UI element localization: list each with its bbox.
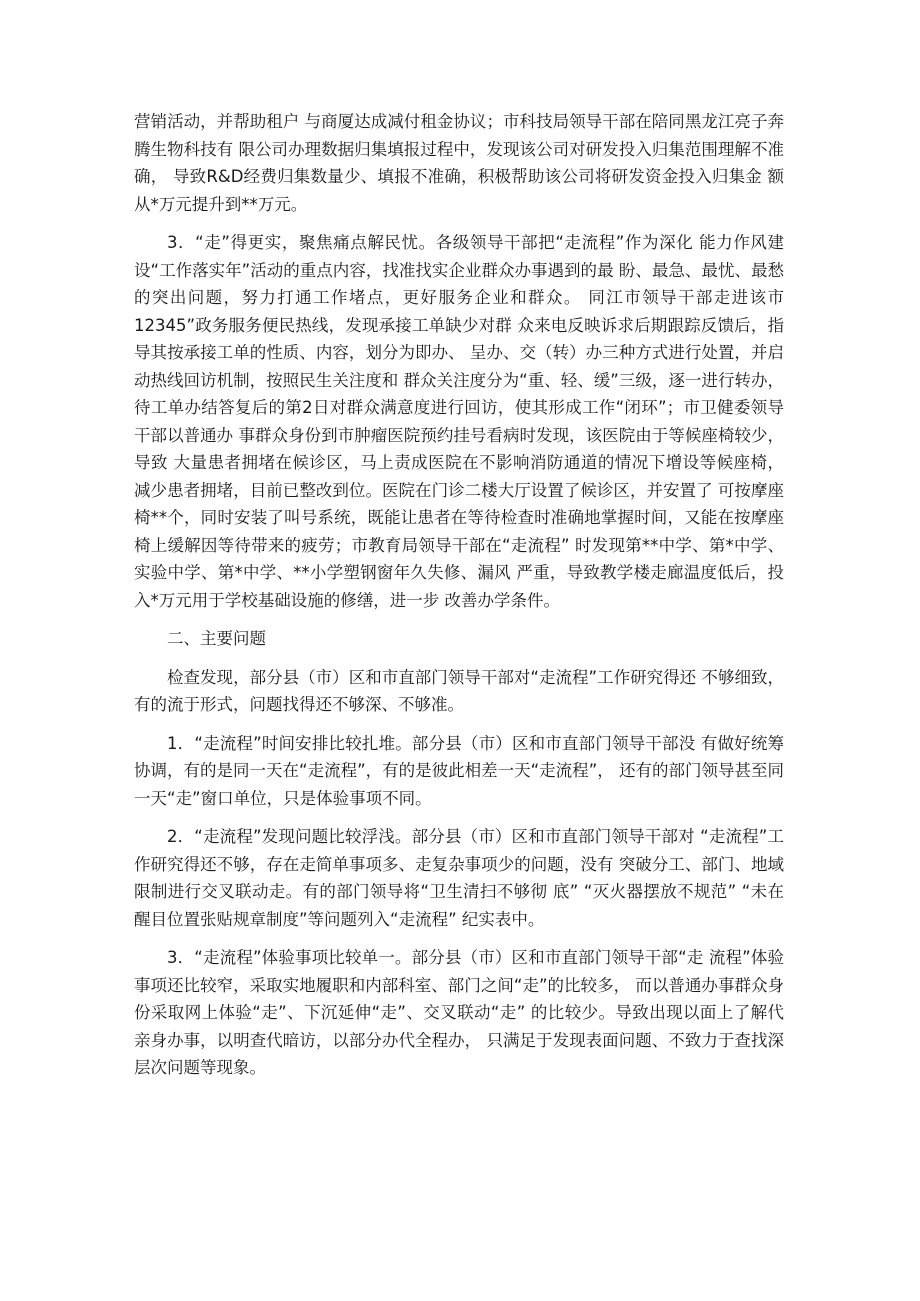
paragraph-point-3-walk-solid: 3．“走”得更实，聚焦痛点解民忧。各级领导干部把“走流程”作为深化 能力作风建设“工作落实年”活动的重点内容，找准找实企业群众办事遇到的最 盼、最急、最忧、最愁的突出问题，努力打通工作堵点，更好服务企业和群众。 同江市领导干部走进该市12345”政务服务便民热线，发现承接工单缺少对群 众来电反映诉求后期跟踪反馈后，指导其按承接工单的性质、内容，划分为即办、 呈办、交（转）办三种方式进行处置，并启动热线回访机制，按照民生关注度和 群众关注度分为“重、轻、缓”三级，逐一进行转办，待工单办结答复后的第2日对群众满意度进行回访，使其形成工作“闭环”；市卫健委领导干部以普通办 事群众身份到市肿瘤医院预约挂号看病时发现，该医院由于等候座椅较少，导致 大量患者拥堵在候诊区，马上责成医院在不影响消防通道的情况下增设等候座椅， 减少患者拥堵，目前已整改到位。医院在门诊二楼大厅设置了候诊区，并安置了 可按摩座椅**个，同时安装了叫号系统，既能让患者在等待检查时准确地掌握时间，又能在按摩座椅上缓解因等待带来的疲劳；市教育局领导干部在“走流程” 时发现第**中学、第*中学、实验中学、第*中学、**小学塑钢窗年久失修、漏风 严重，导致教学楼走廊温度低后，投入*万元用于学校基础设施的修缮，进一步 改善办学条件。 — [134, 233, 784, 610]
document-page — [134, 108, 784, 1093]
paragraph-inspection-findings: 检查发现，部分县（市）区和市直部门领导干部对“走流程”工作研究得还 不够细致，有的流于形式，问题找得还不够深、不够准。 — [134, 667, 784, 714]
section-heading-main-problems: 二、主要问题 — [167, 629, 266, 648]
paragraph-problem-1: 1．“走流程”时间安排比较扎堆。部分县（市）区和市直部门领导干部没 有做好统筹协调，有的是同一天在“走流程”，有的是彼此相差一天“走流程”， 还有的部门领导甚至同一天“走”窗口单位，只是体验事项不同。 — [134, 733, 784, 808]
paragraph-problem-2: 2．“走流程”发现问题比较浮浅。部分县（市）区和市直部门领导干部对 “走流程”工作研究得还不够，存在走简单事项多、走复杂事项少的问题，没有 突破分工、部门、地域限制进行交叉联动走。有的部门领导将“卫生清扫不够彻 底” “灭火器摆放不规范” “未在醒目位置张贴规章制度”等问题列入“走流程” 纪实表中。 — [134, 827, 784, 929]
paragraph-continuation: 营销活动，并帮助租户 与商厦达成减付租金协议；市科技局领导干部在陪同黑龙江亮子奔腾生物科技有 限公司办理数据归集填报过程中，发现该公司对研发投入归集范围理解不准确， 导致R&D经费归集数量少、填报不准确，积极帮助该公司将研发资金投入归集金 额从*万元提升到**万元。 — [134, 112, 784, 214]
paragraph-problem-3: 3．“走流程”体验事项比较单一。部分县（市）区和市直部门领导干部“走 流程”体验事项还比较窄，采取实地履职和内部科室、部门之间“走”的比较多， 而以普通办事群众身份采取网上体验“走”、下沉延伸“走”、交叉联动“走” 的比较少。导致出现以面上了解代亲身办事，以明查代暗访，以部分办代全程办， 只满足于发现表面问题、不致力于查找深层次问题等现象。 — [134, 948, 784, 1077]
